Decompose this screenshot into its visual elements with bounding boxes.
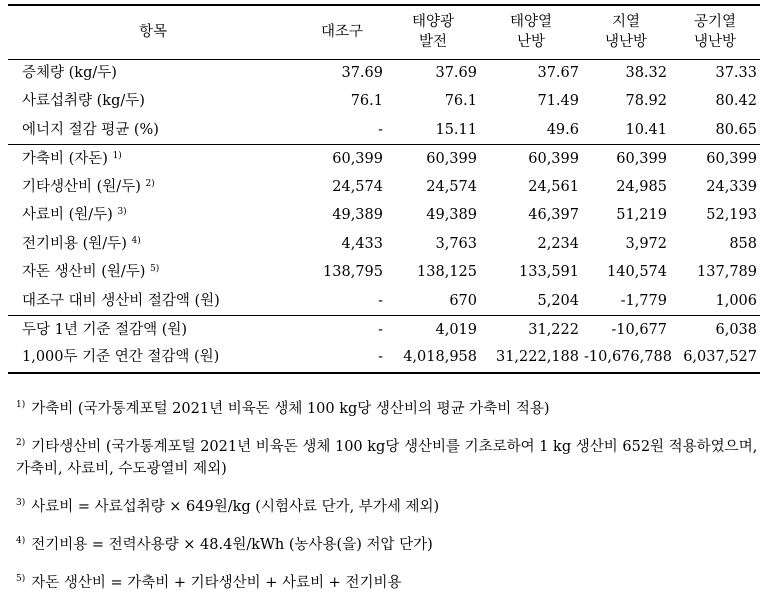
- cell-value: 78.92: [625, 93, 667, 110]
- table-row: [8, 59, 760, 88]
- table-row: [8, 316, 760, 345]
- row-label-text: 증체량 (kg/두): [22, 65, 117, 81]
- cell-value: 4,018,958: [403, 349, 477, 366]
- cell-value: 24,574: [426, 178, 477, 195]
- footnote-ref: 4): [131, 235, 141, 246]
- row-label-text: 기타생산비 (원/두): [22, 178, 141, 195]
- cell-value: 46,397: [528, 207, 579, 224]
- cell-value: 670: [449, 292, 477, 309]
- row-label: [8, 316, 298, 345]
- table-row: [8, 116, 760, 145]
- header-line1: 항목: [138, 24, 167, 41]
- header-line1: 공기열: [693, 14, 737, 31]
- cell-value: 2,234: [537, 235, 579, 252]
- row-label-text: 대조구 대비 생산비 절감액 (원): [22, 292, 220, 309]
- footnote: [16, 530, 761, 556]
- cell-value: -: [298, 316, 386, 345]
- cell-value: 4,433: [341, 235, 383, 252]
- footnote-mark: 1): [16, 400, 26, 410]
- row-label: [8, 344, 298, 373]
- footnote-ref: 1): [112, 150, 122, 161]
- footnote-text: 전기비용 = 전력사용량 × 48.4원/kWh (농사용(을) 저압 단가): [31, 537, 433, 553]
- cell-value: 133,591: [519, 264, 579, 281]
- footnote-mark: 3): [16, 498, 26, 508]
- table-row: [8, 202, 760, 231]
- header-item: [8, 5, 298, 59]
- cell-value: 6,037,527: [683, 349, 757, 366]
- header-line1: 지열: [611, 14, 640, 31]
- header-column-3: [480, 5, 582, 59]
- cell-value: 49,389: [426, 207, 477, 224]
- row-label-text: 전기비용 (원/두): [22, 235, 127, 252]
- footnote-ref: 3): [117, 207, 127, 218]
- header-line1: 태양열: [509, 14, 553, 31]
- table-row: [8, 145, 760, 174]
- header-line2: 냉난방: [604, 34, 648, 51]
- header-line2: 발전: [418, 34, 447, 51]
- cell-value: 76.1: [350, 93, 383, 110]
- header-column-4: [582, 5, 670, 59]
- table-row: [8, 287, 760, 316]
- header-line2: 난방: [516, 34, 545, 51]
- cell-value: -1,779: [620, 292, 667, 309]
- header-row: [8, 5, 760, 59]
- cell-value: 52,193: [706, 207, 757, 224]
- table-row: [8, 173, 760, 202]
- cell-value: 140,574: [607, 264, 667, 281]
- header-column-1: [298, 5, 386, 59]
- row-label-text: 자돈 생산비 (원/두): [22, 264, 146, 281]
- footnote: [16, 432, 761, 480]
- cell-value: 858: [729, 235, 757, 252]
- table-row: [8, 344, 760, 373]
- cell-value: 137,789: [697, 264, 757, 281]
- footnote-ref: 2): [145, 178, 155, 189]
- row-label: [8, 88, 298, 117]
- footnote-text: 기타생산비 (국가통계포털 2021년 비육돈 생체 100 kg당 생산비를 기초로하여 1 kg 생산비 652원 적용하였으며, 가축비, 사료비, 수도광열비 제외): [16, 439, 758, 477]
- footnote-mark: 5): [16, 574, 26, 584]
- row-label: [8, 230, 298, 259]
- cell-value: 24,985: [616, 178, 667, 195]
- cell-value: 10.41: [625, 121, 667, 138]
- footnote-mark: 4): [16, 536, 26, 546]
- cell-value: 24,574: [332, 178, 383, 195]
- cell-value: 24,339: [706, 178, 757, 195]
- cell-value: 80.65: [715, 121, 757, 138]
- cell-value: 24,561: [528, 178, 579, 195]
- table-body: [8, 59, 760, 373]
- cell-value: 15.11: [435, 121, 477, 138]
- row-label: [8, 59, 298, 88]
- cell-value: 49,389: [332, 207, 383, 224]
- row-label-text: 사료섭취량 (kg/두): [22, 93, 145, 110]
- cell-value: 1,006: [715, 292, 757, 309]
- cost-comparison-table: [8, 4, 760, 374]
- cell-value: 31,222: [480, 316, 582, 345]
- cell-value: 60,399: [670, 145, 760, 174]
- cell-value: 60,399: [480, 145, 582, 174]
- cell-value: -: [378, 121, 383, 138]
- row-label: [8, 173, 298, 202]
- footnote: [16, 394, 761, 420]
- cell-value: 37.67: [537, 65, 579, 81]
- row-label: [8, 287, 298, 316]
- footnote: [16, 568, 761, 594]
- header-line2: 냉난방: [693, 34, 737, 51]
- table-row: [8, 88, 760, 117]
- cell-value: 6,038: [670, 316, 760, 345]
- cell-value: 76.1: [444, 93, 477, 110]
- row-label: [8, 259, 298, 288]
- table-row: [8, 230, 760, 259]
- cell-value: 3,972: [625, 235, 667, 252]
- footnote-text: 가축비 (국가통계포털 2021년 비육돈 생체 100 kg당 생산비의 평균 가축비 적용): [31, 401, 550, 417]
- cell-value: 60,399: [298, 145, 386, 174]
- row-label: [8, 202, 298, 231]
- header-column-5: [670, 5, 760, 59]
- cell-value: 31,222,188: [495, 349, 579, 366]
- cell-value: 3,763: [435, 235, 477, 252]
- footnote-text: 사료비 = 사료섭취량 × 649원/kg (시험사료 단가, 부가세 제외): [31, 499, 440, 515]
- row-label-text: 1,000두 기준 연간 절감액 (원): [22, 349, 220, 366]
- cell-value: 51,219: [616, 207, 667, 224]
- row-label-text: 두당 1년 기준 절감액 (원): [22, 321, 188, 338]
- cell-value: 71.49: [537, 93, 579, 110]
- table-row: [8, 259, 760, 288]
- cell-value: -: [378, 292, 383, 309]
- row-label-text: 가축비 (자돈): [22, 150, 108, 167]
- cell-value: 5,204: [537, 292, 579, 309]
- cell-value: 60,399: [582, 145, 670, 174]
- cell-value: -10,676,788: [584, 349, 672, 366]
- header-line1: 태양광: [411, 14, 455, 31]
- cell-value: -10,677: [582, 316, 670, 345]
- cell-value: 4,019: [386, 316, 480, 345]
- footnote-mark: 2): [16, 438, 26, 448]
- cell-value: 38.32: [625, 65, 667, 81]
- cell-value: 37.69: [435, 65, 477, 81]
- cell-value: 138,125: [417, 264, 477, 281]
- footnote-text: 자돈 생산비 = 가축비 + 기타생산비 + 사료비 + 전기비용: [31, 575, 402, 591]
- cell-value: 49.6: [546, 121, 579, 138]
- footnote: [16, 492, 761, 518]
- header-line1: 대조구: [320, 24, 364, 41]
- cell-value: 138,795: [323, 264, 383, 281]
- footnote-ref: 5): [150, 264, 160, 275]
- cell-value: 80.42: [715, 93, 757, 110]
- cell-value: 37.69: [341, 65, 383, 81]
- header-column-2: [386, 5, 480, 59]
- cell-value: 37.33: [715, 65, 757, 81]
- cell-value: -: [378, 349, 383, 366]
- row-label: [8, 145, 298, 174]
- footnotes: [16, 394, 761, 606]
- row-label-text: 에너지 절감 평균 (%): [22, 121, 159, 138]
- cell-value: 60,399: [386, 145, 480, 174]
- row-label: [8, 116, 298, 145]
- row-label-text: 사료비 (원/두): [22, 207, 113, 224]
